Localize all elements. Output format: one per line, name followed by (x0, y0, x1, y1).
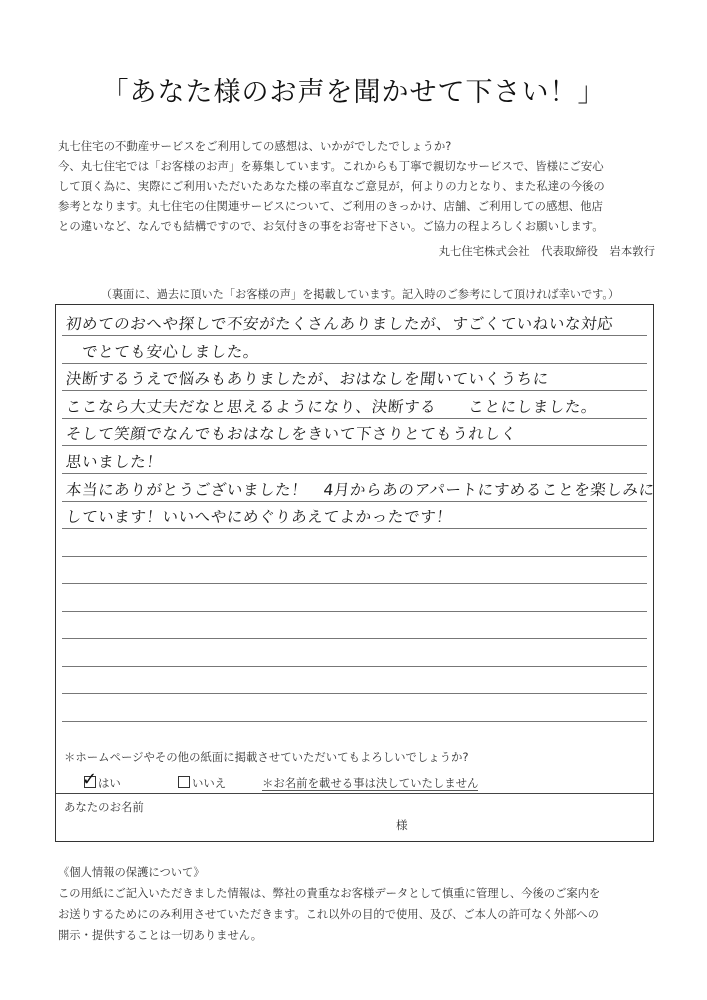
ruled-line (62, 556, 647, 557)
publish-question: ＊ホームページやその他の紙面に掲載させていただいてもよろしいでしょうか? (64, 750, 469, 764)
checkbox-checked[interactable] (82, 769, 98, 790)
option-no[interactable] (178, 775, 226, 791)
privacy-heading: 《個人情報の保護について》 (58, 866, 205, 879)
intro-line: 丸七住宅の不動産サービスをご利用しての感想は、いかがでしたでしょうか? (58, 139, 452, 153)
handwritten-line: そして笑顔でなんでもおはなしをきいて下さりとてもうれしく (64, 425, 518, 443)
intro-line: して頂く為に、実際にご利用いただいたあなた様の率直なご意見が，何よりの力となり、また私達の今後の (58, 179, 605, 193)
option-yes-label: はい (98, 776, 121, 790)
name-privacy-note-text: ＊お名前を載せる事は決していたしません (262, 776, 479, 790)
ruled-line (62, 611, 647, 612)
ruled-line (62, 666, 647, 667)
intro-line: 今、丸七住宅では「お客様のお声」を募集しています。これからも丁寧で親切なサービスで、皆様にご安心 (58, 159, 604, 173)
option-yes[interactable] (82, 769, 121, 791)
ruled-line (62, 638, 647, 639)
ruled-line (62, 693, 647, 694)
privacy-line: 開示・提供することは一切ありません。 (58, 929, 263, 942)
intro-text (58, 136, 658, 236)
ruled-line (62, 445, 647, 446)
ruled-line (62, 501, 647, 502)
handwritten-line: でとても安心しました。 (64, 343, 261, 361)
company-signature: 丸七住宅株式会社 代表取締役 岩本敦行 (438, 244, 655, 258)
handwritten-line: 決断するうえで悩みもありましたが、おはなしを聞いていくうちに (64, 370, 550, 388)
handwritten-line: 初めてのおへや探しで不安がたくさんありましたが、すごくていねいな対応 (64, 315, 615, 333)
ruled-line (62, 721, 647, 722)
option-no-label: いいえ (192, 776, 227, 790)
name-suffix: 様 (396, 818, 408, 832)
ruled-line (62, 528, 647, 529)
check-mark-icon: ✓ (82, 769, 98, 790)
handwritten-line: 思いました！ (64, 453, 164, 471)
checkbox-unchecked[interactable] (178, 776, 190, 788)
ruled-line (62, 418, 647, 419)
ruled-line (62, 363, 647, 364)
privacy-section (58, 862, 658, 946)
handwritten-line: 本当にありがとうございました！ 4月からあのアパートにすめることを楽しみに (64, 481, 656, 499)
privacy-line: この用紙にご記入いただきました情報は、弊社の貴重なお客様データとして慎重に管理し、今後のご案内を (58, 887, 601, 900)
intro-line: との違いなど、なんでも結構ですので、お気付きの事をお寄せ下さい。ご協力の程よろしくお願いします。 (58, 219, 604, 233)
ruled-line (62, 390, 647, 391)
intro-line: 参考となります。丸七住宅の住関連サービスについて、ご利用のきっかけ、店舗、ご利用しての感想、他店 (58, 199, 603, 213)
ruled-line (62, 473, 647, 474)
handwritten-line: ここなら大丈夫だなと思えるようになり、決断する ことにしました。 (64, 398, 599, 416)
handwritten-line: しています！いいへやにめぐりあえてよかったです！ (64, 508, 454, 526)
page-title: 「あなた様のお声を聞かせて下さい！」 (101, 77, 606, 108)
name-field-label: あなたのお名前 (64, 800, 144, 814)
name-privacy-note (262, 775, 478, 791)
ruled-line (62, 335, 647, 336)
privacy-line: お送りするためにのみ利用させていただきます。これ以外の目的で使用、及び、ご本人の許可なく外部への (58, 908, 599, 921)
feedback-form-box (55, 304, 654, 842)
section-divider (56, 793, 653, 794)
notice-text: （裏面に、過去に頂いた「お客様の声」を掲載しています。記入時のご参考にして頂ければ幸いです。） (100, 288, 620, 301)
ruled-line (62, 583, 647, 584)
